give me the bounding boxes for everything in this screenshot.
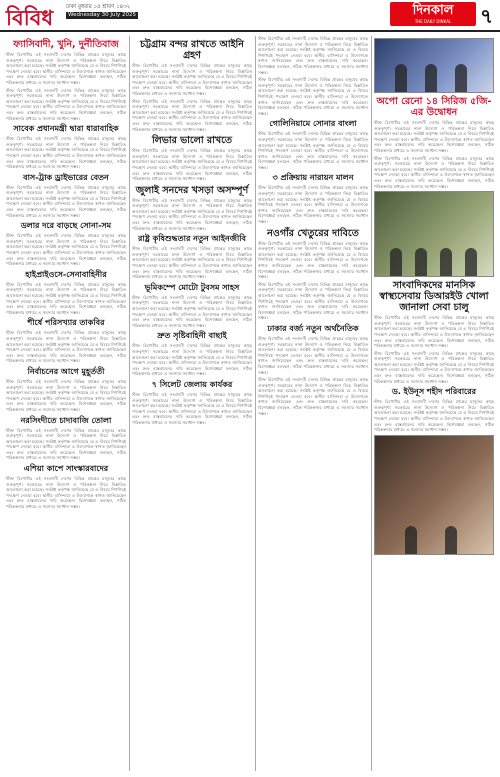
headline: গোলিনিয়ামে সোনার বাংলা [269,119,357,129]
date-english: Wednesday 30 July 2025 [68,12,136,18]
column-3 [258,36,368,771]
product-launch-photo [374,38,494,93]
page-number: ৭ [480,4,494,28]
article-body: স্টাফ রিপোর্টার এই সংবাদটি দেশের বিভিন্ন প্রান্তের মানুষের কাছে গুরুত্বপূর্ণ। সরকারের নানা উদ্যোগ ও পরিকল্পনা নিয়ে বিস্তারিত আলোচনা করা হয়েছে। সংশ্লিষ্ট কর্তৃপক্ষ জানিয়েছে যে এ বিষয়ে শিগগিরই পদক্ষেপ নেওয়া হবে। স্থানীয় বাসিন্দারা এ উদ্যোগকে স্বাগত জানিয়েছেন এবং দ্রুত বাস্তবায়নের দাবি করেছেন। বিশেষজ্ঞরা বলছেন, সঠিক পরিকল্পনার মাধ্যমে এ সমস্যার সমাধান সম্ভব। [374,315,494,349]
headline: সাবেক প্রধানমন্ত্রী দ্বারা ধারাবাহিক [13,124,119,134]
article-body: স্টাফ রিপোর্টার এই সংবাদটি দেশের বিভিন্ন প্রান্তের মানুষের কাছে গুরুত্বপূর্ণ। সরকারের নানা উদ্যোগ ও পরিকল্পনা নিয়ে বিস্তারিত আলোচনা করা হয়েছে। সংশ্লিষ্ট কর্তৃপক্ষ জানিয়েছে যে এ বিষয়ে শিগগিরই পদক্ষেপ নেওয়া হবে। স্থানীয় বাসিন্দারা এ উদ্যোগকে স্বাগত জানিয়েছেন এবং দ্রুত বাস্তবায়নের দাবি করেছেন। বিশেষজ্ঞরা বলছেন, সঠিক পরিকল্পনার মাধ্যমে এ সমস্যার সমাধান সম্ভব। [258,377,368,416]
column-rule [371,36,372,771]
article-body: স্টাফ রিপোর্টার এই সংবাদটি দেশের বিভিন্ন প্রান্তের মানুষের কাছে গুরুত্বপূর্ণ। সরকারের নানা উদ্যোগ ও পরিকল্পনা নিয়ে বিস্তারিত আলোচনা করা হয়েছে। সংশ্লিষ্ট কর্তৃপক্ষ জানিয়েছে যে এ বিষয়ে শিগগিরই পদক্ষেপ নেওয়া হবে। স্থানীয় বাসিন্দারা এ উদ্যোগকে স্বাগত জানিয়েছেন এবং দ্রুত বাস্তবায়নের দাবি করেছেন। বিশেষজ্ঞরা বলছেন, সঠিক পরিকল্পনার মাধ্যমে এ সমস্যার সমাধান সম্ভব। [258,185,368,225]
article-body: স্টাফ রিপোর্টার এই সংবাদটি দেশের বিভিন্ন প্রান্তের মানুষের কাছে গুরুত্বপূর্ণ। সরকারের নানা উদ্যোগ ও পরিকল্পনা নিয়ে বিস্তারিত আলোচনা করা হয়েছে। সংশ্লিষ্ট কর্তৃপক্ষ জানিয়েছে যে এ বিষয়ে শিগগিরই পদক্ষেপ নেওয়া হবে। স্থানীয় বাসিন্দারা এ উদ্যোগকে স্বাগত জানিয়েছেন এবং দ্রুত বাস্তবায়নের দাবি করেছেন। বিশেষজ্ঞরা বলছেন, সঠিক পরিকল্পনার মাধ্যমে এ সমস্যার সমাধান সম্ভব। [6,233,126,267]
date-bengali: ঢাকা বুধবার ১৫ শ্রাবণ ১৪৩২ [66,4,131,10]
person-figure [465,248,477,276]
headline: এশিয়া কাপে সাংস্কারবাদের [23,464,109,474]
logo-text: দিনকাল [412,3,454,18]
article-body: স্টাফ রিপোর্টার এই সংবাদটি দেশের বিভিন্ন প্রান্তের মানুষের কাছে গুরুত্বপূর্ণ। সরকারের নানা উদ্যোগ ও পরিকল্পনা নিয়ে বিস্তারিত আলোচনা করা হয়েছে। সংশ্লিষ্ট কর্তৃপক্ষ জানিয়েছে যে এ বিষয়ে শিগগিরই পদক্ষেপ নেওয়া হবে। স্থানীয় বাসিন্দারা এ উদ্যোগকে স্বাগত জানিয়েছেন এবং দ্রুত বাস্তবায়নের দাবি করেছেন। বিশেষজ্ঞরা বলছেন, সঠিক পরিকল্পনার মাধ্যমে এ সমস্যার সমাধান সম্ভব। [374,155,494,189]
headline: বাস-ট্রাক ড্রাইভারের বেতন [23,172,109,182]
article-body: স্টাফ রিপোর্টার এই সংবাদটি দেশের বিভিন্ন প্রান্তের মানুষের কাছে গুরুত্বপূর্ণ। সরকারের নানা উদ্যোগ ও পরিকল্পনা নিয়ে বিস্তারিত আলোচনা করা হয়েছে। সংশ্লিষ্ট কর্তৃপক্ষ জানিয়েছে যে এ বিষয়ে শিগগিরই পদক্ষেপ নেওয়া হবে। স্থানীয় বাসিন্দারা এ উদ্যোগকে স্বাগত জানিয়েছেন এবং দ্রুত বাস্তবায়নের দাবি করেছেন। বিশেষজ্ঞরা বলছেন, সঠিক পরিকল্পনার মাধ্যমে এ সমস্যার সমাধান সম্ভব। [132,148,252,182]
person-figure [390,248,402,276]
headline: ড. ইউনূস শহীদ পরিবারের [391,387,477,397]
article-body: স্টাফ রিপোর্টার এই সংবাদটি দেশের বিভিন্ন প্রান্তের মানুষের কাছে গুরুত্বপূর্ণ। সরকারের নানা উদ্যোগ ও পরিকল্পনা নিয়ে বিস্তারিত আলোচনা করা হয়েছে। সংশ্লিষ্ট কর্তৃপক্ষ জানিয়েছে যে এ বিষয়ে শিগগিরই পদক্ষেপ নেওয়া হবে। স্থানীয় বাসিন্দারা এ উদ্যোগকে স্বাগত জানিয়েছেন এবং দ্রুত বাস্তবায়নের দাবি করেছেন। বিশেষজ্ঞরা বলছেন, সঠিক পরিকল্পনার মাধ্যমে এ সমস্যার সমাধান সম্ভব। [258,77,368,116]
headline: ডলার দরে বাড়ছে সোনা-সম [20,221,112,231]
person-figure [440,248,452,276]
column-2 [132,36,252,771]
person-figure [425,64,437,92]
headline: নির্বাচনের আগে মুহূর্ততী [27,366,105,376]
headline: চট্টগ্রাম বন্দর রাখতে আইনি গ্রহণ [140,39,244,61]
article-body: স্টাফ রিপোর্টার এই সংবাদটি দেশের বিভিন্ন প্রান্তের মানুষের কাছে গুরুত্বপূর্ণ। সরকারের নানা উদ্যোগ ও পরিকল্পনা নিয়ে বিস্তারিত আলোচনা করা হয়েছে। সংশ্লিষ্ট কর্তৃপক্ষ জানিয়েছে যে এ বিষয়ে শিগগিরই পদক্ষেপ নেওয়া হবে। স্থানীয় বাসিন্দারা এ উদ্যোগকে স্বাগত জানিয়েছেন এবং দ্রুত বাস্তবায়নের দাবি করেছেন। বিশেষজ্ঞরা বলছেন, সঠিক পরিকল্পনার মাধ্যমে এ সমস্যার সমাধান সম্ভব। [6,476,126,510]
article-body: স্টাফ রিপোর্টার এই সংবাদটি দেশের বিভিন্ন প্রান্তের মানুষের কাছে গুরুত্বপূর্ণ। সরকারের নানা উদ্যোগ ও পরিকল্পনা নিয়ে বিস্তারিত আলোচনা করা হয়েছে। সংশ্লিষ্ট কর্তৃপক্ষ জানিয়েছে যে এ বিষয়ে শিগগিরই পদক্ষেপ নেওয়া হবে। স্থানীয় বাসিন্দারা এ উদ্যোগকে স্বাগত জানিয়েছেন এবং দ্রুত বাস্তবায়নের দাবি করেছেন। বিশেষজ্ঞরা বলছেন, সঠিক পরিকল্পনার মাধ্যমে এ সমস্যার সমাধান সম্ভব। [258,240,368,280]
article-body: স্টাফ রিপোর্টার এই সংবাদটি দেশের বিভিন্ন প্রান্তের মানুষের কাছে গুরুত্বপূর্ণ। সরকারের নানা উদ্যোগ ও পরিকল্পনা নিয়ে বিস্তারিত আলোচনা করা হয়েছে। সংশ্লিষ্ট কর্তৃপক্ষ জানিয়েছে যে এ বিষয়ে শিগগিরই পদক্ষেপ নেওয়া হবে। স্থানীয় বাসিন্দারা এ উদ্যোগকে স্বাগত জানিয়েছেন এবং দ্রুত বাস্তবায়নের দাবি করেছেন। বিশেষজ্ঞরা বলছেন, সঠিক পরিকল্পনার মাধ্যমে এ সমস্যার সমাধান সম্ভব। [132,197,252,231]
article-body: স্টাফ রিপোর্টার এই সংবাদটি দেশের বিভিন্ন প্রান্তের মানুষের কাছে গুরুত্বপূর্ণ। সরকারের নানা উদ্যোগ ও পরিকল্পনা নিয়ে বিস্তারিত আলোচনা করা হয়েছে। সংশ্লিষ্ট কর্তৃপক্ষ জানিয়েছে যে এ বিষয়ে শিগগিরই পদক্ষেপ নেওয়া হবে। স্থানীয় বাসিন্দারা এ উদ্যোগকে স্বাগত জানিয়েছেন এবং দ্রুত বাস্তবায়নের দাবি করেছেন। বিশেষজ্ঞরা বলছেন, সঠিক পরিকল্পনার মাধ্যমে এ সমস্যার সমাধান সম্ভব। [132,63,252,96]
headline: নওগাঁর খেতুরের দাবিতে [267,227,359,239]
article-body: স্টাফ রিপোর্টার এই সংবাদটি দেশের বিভিন্ন প্রান্তের মানুষের কাছে গুরুত্বপূর্ণ। সরকারের নানা উদ্যোগ ও পরিকল্পনা নিয়ে বিস্তারিত আলোচনা করা হয়েছে। সংশ্লিষ্ট কর্তৃপক্ষ জানিয়েছে যে এ বিষয়ে শিগগিরই পদক্ষেপ নেওয়া হবে। স্থানীয় বাসিন্দারা এ উদ্যোগকে স্বাগত জানিয়েছেন এবং দ্রুত বাস্তবায়নের দাবি করেছেন। বিশেষজ্ঞরা বলছেন, সঠিক পরিকল্পনার মাধ্যমে এ সমস্যার সমাধান সম্ভব। [258,36,368,75]
headline: জুলাই সনদের খসড়া অসম্পূর্ণ [135,184,249,196]
column-rule [255,36,256,771]
headline: রাষ্ট্র কৃষিশুদ্ধতার নতুন আইনজীবি [138,234,246,244]
section-title: বিবিধ [6,6,54,30]
person-figure [445,526,457,554]
headline: হাইপ্রাইওসে-সেনাবাহিনীর [25,269,107,279]
headline: ভূমিকম্পে মোটো টুবসম সাহস [144,282,240,292]
article-body: স্টাফ রিপোর্টার এই সংবাদটি দেশের বিভিন্ন প্রান্তের মানুষের কাছে গুরুত্বপূর্ণ। সরকারের নানা উদ্যোগ ও পরিকল্পনা নিয়ে বিস্তারিত আলোচনা করা হয়েছে। সংশ্লিষ্ট কর্তৃপক্ষ জানিয়েছে যে এ বিষয়ে শিগগিরই পদক্ষেপ নেওয়া হবে। স্থানীয় বাসিন্দারা এ উদ্যোগকে স্বাগত জানিয়েছেন এবং দ্রুত বাস্তবায়নের দাবি করেছেন। বিশেষজ্ঞরা বলছেন, সঠিক পরিকল্পনার মাধ্যমে এ সমস্যার সমাধান সম্ভব। [258,281,368,321]
article-body: স্টাফ রিপোর্টার এই সংবাদটি দেশের বিভিন্ন প্রান্তের মানুষের কাছে গুরুত্বপূর্ণ। সরকারের নানা উদ্যোগ ও পরিকল্পনা নিয়ে বিস্তারিত আলোচনা করা হয়েছে। সংশ্লিষ্ট কর্তৃপক্ষ জানিয়েছে যে এ বিষয়ে শিগগিরই পদক্ষেপ নেওয়া হবে। স্থানীয় বাসিন্দারা এ উদ্যোগকে স্বাগত জানিয়েছেন এবং দ্রুত বাস্তবায়নের দাবি করেছেন। বিশেষজ্ঞরা বলছেন, সঠিক পরিকল্পনার মাধ্যমে এ সমস্যার সমাধান সম্ভব। [6,136,126,170]
event-photo [374,191,494,277]
article-body: স্টাফ রিপোর্টার এই সংবাদটি দেশের বিভিন্ন প্রান্তের মানুষের কাছে গুরুত্বপূর্ণ। সরকারের নানা উদ্যোগ ও পরিকল্পনা নিয়ে বিস্তারিত আলোচনা করা হয়েছে। সংশ্লিষ্ট কর্তৃপক্ষ জানিয়েছে যে এ বিষয়ে শিগগিরই পদক্ষেপ নেওয়া হবে। স্থানীয় বাসিন্দারা এ উদ্যোগকে স্বাগত জানিয়েছেন এবং দ্রুত বাস্তবায়নের দাবি করেছেন। বিশেষজ্ঞরা বলছেন, সঠিক পরিকল্পনার মাধ্যমে এ সমস্যার সমাধান সম্ভব। [6,330,126,364]
article-body: স্টাফ রিপোর্টার এই সংবাদটি দেশের বিভিন্ন প্রান্তের মানুষের কাছে গুরুত্বপূর্ণ। সরকারের নানা উদ্যোগ ও পরিকল্পনা নিয়ে বিস্তারিত আলোচনা করা হয়েছে। সংশ্লিষ্ট কর্তৃপক্ষ জানিয়েছে যে এ বিষয়ে শিগগিরই পদক্ষেপ নেওয়া হবে। স্থানীয় বাসিন্দারা এ উদ্যোগকে স্বাগত জানিয়েছেন এবং দ্রুত বাস্তবায়নের দাবি করেছেন। বিশেষজ্ঞরা বলছেন, সঠিক পরিকল্পনার মাধ্যমে এ সমস্যার সমাধান সম্ভব। [374,350,494,384]
headline: ৭ সিলেট জেলায় কার্যকর [151,379,233,389]
column-4 [374,36,494,771]
person-figure [395,64,407,92]
headline: ৩ প্রক্রিয়ায় নারায়ন মালন [272,173,354,183]
article-body: স্টাফ রিপোর্টার এই সংবাদটি দেশের বিভিন্ন প্রান্তের মানুষের কাছে গুরুত্বপূর্ণ। সরকারের নানা উদ্যোগ ও পরিকল্পনা নিয়ে বিস্তারিত আলোচনা করা হয়েছে। সংশ্লিষ্ট কর্তৃপক্ষ জানিয়েছে যে এ বিষয়ে শিগগিরই পদক্ষেপ নেওয়া হবে। স্থানীয় বাসিন্দারা এ উদ্যোগকে স্বাগত জানিয়েছেন এবং দ্রুত বাস্তবায়নের দাবি করেছেন। বিশেষজ্ঞরা বলছেন, সঠিক পরিকল্পনার মাধ্যমে এ সমস্যার সমাধান সম্ভব। [132,246,252,280]
headline: লিভার ভালো রাখতে [151,135,233,147]
article-body: স্টাফ রিপোর্টার এই সংবাদটি দেশের বিভিন্ন প্রান্তের মানুষের কাছে গুরুত্বপূর্ণ। সরকারের নানা উদ্যোগ ও পরিকল্পনা নিয়ে বিস্তারিত আলোচনা করা হয়েছে। সংশ্লিষ্ট কর্তৃপক্ষ জানিয়েছে যে এ বিষয়ে শিগগিরই পদক্ষেপ নেওয়া হবে। স্থানীয় বাসিন্দারা এ উদ্যোগকে স্বাগত জানিয়েছেন এবং দ্রুত বাস্তবায়নের দাবি করেছেন। বিশেষজ্ঞরা বলছেন, সঠিক পরিকল্পনার মাধ্যমে এ সমস্যার সমাধান সম্ভব। [132,294,252,328]
column-rule [129,36,130,771]
article-body: স্টাফ রিপোর্টার এই সংবাদটি দেশের বিভিন্ন প্রান্তের মানুষের কাছে গুরুত্বপূর্ণ। সরকারের নানা উদ্যোগ ও পরিকল্পনা নিয়ে বিস্তারিত আলোচনা করা হয়েছে। সংশ্লিষ্ট কর্তৃপক্ষ জানিয়েছে যে এ বিষয়ে শিগগিরই পদক্ষেপ নেওয়া হবে। স্থানীয় বাসিন্দারা এ উদ্যোগকে স্বাগত জানিয়েছেন এবং দ্রুত বাস্তবায়নের দাবি করেছেন। বিশেষজ্ঞরা বলছেন, সঠিক পরিকল্পনার মাধ্যমে এ সমস্যার সমাধান সম্ভব। [6,52,126,85]
headline: শীর্ষে পরিসখ্যার তাকবির [27,318,105,328]
headline: ফ্যাসিবাদী, খুনি, দুর্নীতিবাজ [13,39,119,50]
newspaper-logo [390,2,476,26]
headline: অপো রেনো ১৪ সিরিজ ৫জি-এর উদ্বোধন [376,96,492,118]
article-body: স্টাফ রিপোর্টার এই সংবাদটি দেশের বিভিন্ন প্রান্তের মানুষের কাছে গুরুত্বপূর্ণ। সরকারের নানা উদ্যোগ ও পরিকল্পনা নিয়ে বিস্তারিত আলোচনা করা হয়েছে। সংশ্লিষ্ট কর্তৃপক্ষ জানিয়েছে যে এ বিষয়ে শিগগিরই পদক্ষেপ নেওয়া হবে। স্থানীয় বাসিন্দারা এ উদ্যোগকে স্বাগত জানিয়েছেন এবং দ্রুত বাস্তবায়নের দাবি করেছেন। বিশেষজ্ঞরা বলছেন, সঠিক পরিকল্পনার মাধ্যমে এ সমস্যার সমাধান সম্ভব। [6,378,126,412]
article-body: স্টাফ রিপোর্টার এই সংবাদটি দেশের বিভিন্ন প্রান্তের মানুষের কাছে গুরুত্বপূর্ণ। সরকারের নানা উদ্যোগ ও পরিকল্পনা নিয়ে বিস্তারিত আলোচনা করা হয়েছে। সংশ্লিষ্ট কর্তৃপক্ষ জানিয়েছে যে এ বিষয়ে শিগগিরই পদক্ষেপ নেওয়া হবে। স্থানীয় বাসিন্দারা এ উদ্যোগকে স্বাগত জানিয়েছেন এবং দ্রুত বাস্তবায়নের দাবি করেছেন। বিশেষজ্ঞরা বলছেন, সঠিক পরিকল্পনার মাধ্যমে এ সমস্যার সমাধান সম্ভব। [6,87,126,121]
article-body: স্টাফ রিপোর্টার এই সংবাদটি দেশের বিভিন্ন প্রান্তের মানুষের কাছে গুরুত্বপূর্ণ। সরকারের নানা উদ্যোগ ও পরিকল্পনা নিয়ে বিস্তারিত আলোচনা করা হয়েছে। সংশ্লিষ্ট কর্তৃপক্ষ জানিয়েছে যে এ বিষয়ে শিগগিরই পদক্ষেপ নেওয়া হবে। স্থানীয় বাসিন্দারা এ উদ্যোগকে স্বাগত জানিয়েছেন এবং দ্রুত বাস্তবায়নের দাবি করেছেন। বিশেষজ্ঞরা বলছেন, সঠিক পরিকল্পনার মাধ্যমে এ সমস্যার সমাধান সম্ভব। [132,98,252,132]
article-body: স্টাফ রিপোর্টার এই সংবাদটি দেশের বিভিন্ন প্রান্তের মানুষের কাছে গুরুত্বপূর্ণ। সরকারের নানা উদ্যোগ ও পরিকল্পনা নিয়ে বিস্তারিত আলোচনা করা হয়েছে। সংশ্লিষ্ট কর্তৃপক্ষ জানিয়েছে যে এ বিষয়ে শিগগিরই পদক্ষেপ নেওয়া হবে। স্থানীয় বাসিন্দারা এ উদ্যোগকে স্বাগত জানিয়েছেন এবং দ্রুত বাস্তবায়নের দাবি করেছেন। বিশেষজ্ঞরা বলছেন, সঠিক পরিকল্পনার মাধ্যমে এ সমস্যার সমাধান সম্ভব। [6,427,126,461]
dateline [66,4,138,19]
headline: সাংবাদিকদের মানসিক স্বাস্থ্যসেবায় ডিআরইউ খোলা জানালা সেবা চালু [379,280,489,314]
article-body: স্টাফ রিপোর্টার এই সংবাদটি দেশের বিভিন্ন প্রান্তের মানুষের কাছে গুরুত্বপূর্ণ। সরকারের নানা উদ্যোগ ও পরিকল্পনা নিয়ে বিস্তারিত আলোচনা করা হয়েছে। সংশ্লিষ্ট কর্তৃপক্ষ জানিয়েছে যে এ বিষয়ে শিগগিরই পদক্ষেপ নেওয়া হবে। স্থানীয় বাসিন্দারা এ উদ্যোগকে স্বাগত জানিয়েছেন এবং দ্রুত বাস্তবায়নের দাবি করেছেন। বিশেষজ্ঞরা বলছেন, সঠিক পরিকল্পনার মাধ্যমে এ সমস্যার সমাধান সম্ভব। [6,281,126,315]
person-figure [455,64,467,92]
article-body: স্টাফ রিপোর্টার এই সংবাদটি দেশের বিভিন্ন প্রান্তের মানুষের কাছে গুরুত্বপূর্ণ। সরকারের নানা উদ্যোগ ও পরিকল্পনা নিয়ে বিস্তারিত আলোচনা করা হয়েছে। সংশ্লিষ্ট কর্তৃপক্ষ জানিয়েছে যে এ বিষয়ে শিগগিরই পদক্ষেপ নেওয়া হবে। স্থানীয় বাসিন্দারা এ উদ্যোগকে স্বাগত জানিয়েছেন এবং দ্রুত বাস্তবায়নের দাবি করেছেন। বিশেষজ্ঞরা বলছেন, সঠিক পরিকল্পনার মাধ্যমে এ সমস্যার সমাধান সম্ভব। [132,343,252,377]
article-body: স্টাফ রিপোর্টার এই সংবাদটি দেশের বিভিন্ন প্রান্তের মানুষের কাছে গুরুত্বপূর্ণ। সরকারের নানা উদ্যোগ ও পরিকল্পনা নিয়ে বিস্তারিত আলোচনা করা হয়েছে। সংশ্লিষ্ট কর্তৃপক্ষ জানিয়েছে যে এ বিষয়ে শিগগিরই পদক্ষেপ নেওয়া হবে। স্থানীয় বাসিন্দারা এ উদ্যোগকে স্বাগত জানিয়েছেন এবং দ্রুত বাস্তবায়নের দাবি করেছেন। বিশেষজ্ঞরা বলছেন, সঠিক পরিকল্পনার মাধ্যমে এ সমস্যার সমাধান সম্ভব। [374,120,494,153]
meeting-photo [374,435,494,555]
headline: নরসিংদীতে চাদাবাজি তোলা [20,415,112,425]
person-figure [415,248,427,276]
person-figure [405,526,417,554]
headline: ঢাকার বর্জ্য নতুন অর্থনৈতিক [267,323,359,333]
article-body: স্টাফ রিপোর্টার এই সংবাদটি দেশের বিভিন্ন প্রান্তের মানুষের কাছে গুরুত্বপূর্ণ। সরকারের নানা উদ্যোগ ও পরিকল্পনা নিয়ে বিস্তারিত আলোচনা করা হয়েছে। সংশ্লিষ্ট কর্তৃপক্ষ জানিয়েছে যে এ বিষয়ে শিগগিরই পদক্ষেপ নেওয়া হবে। স্থানীয় বাসিন্দারা এ উদ্যোগকে স্বাগত জানিয়েছেন এবং দ্রুত বাস্তবায়নের দাবি করেছেন। বিশেষজ্ঞরা বলছেন, সঠিক পরিকল্পনার মাধ্যমে এ সমস্যার সমাধান সম্ভব। [6,184,126,218]
column-1 [6,36,126,771]
masthead [0,0,500,32]
article-body: স্টাফ রিপোর্টার এই সংবাদটি দেশের বিভিন্ন প্রান্তের মানুষের কাছে গুরুত্বপূর্ণ। সরকারের নানা উদ্যোগ ও পরিকল্পনা নিয়ে বিস্তারিত আলোচনা করা হয়েছে। সংশ্লিষ্ট কর্তৃপক্ষ জানিয়েছে যে এ বিষয়ে শিগগিরই পদক্ষেপ নেওয়া হবে। স্থানীয় বাসিন্দারা এ উদ্যোগকে স্বাগত জানিয়েছেন এবং দ্রুত বাস্তবায়নের দাবি করেছেন। বিশেষজ্ঞরা বলছেন, সঠিক পরিকল্পনার মাধ্যমে এ সমস্যার সমাধান সম্ভব। [132,391,252,425]
article-body: স্টাফ রিপোর্টার এই সংবাদটি দেশের বিভিন্ন প্রান্তের মানুষের কাছে গুরুত্বপূর্ণ। সরকারের নানা উদ্যোগ ও পরিকল্পনা নিয়ে বিস্তারিত আলোচনা করা হয়েছে। সংশ্লিষ্ট কর্তৃপক্ষ জানিয়েছে যে এ বিষয়ে শিগগিরই পদক্ষেপ নেওয়া হবে। স্থানীয় বাসিন্দারা এ উদ্যোগকে স্বাগত জানিয়েছেন এবং দ্রুত বাস্তবায়নের দাবি করেছেন। বিশেষজ্ঞরা বলছেন, সঠিক পরিকল্পনার মাধ্যমে এ সমস্যার সমাধান সম্ভব। [258,335,368,375]
article-body: স্টাফ রিপোর্টার এই সংবাদটি দেশের বিভিন্ন প্রান্তের মানুষের কাছে গুরুত্বপূর্ণ। সরকারের নানা উদ্যোগ ও পরিকল্পনা নিয়ে বিস্তারিত আলোচনা করা হয়েছে। সংশ্লিষ্ট কর্তৃপক্ষ জানিয়েছে যে এ বিষয়ে শিগগিরই পদক্ষেপ নেওয়া হবে। স্থানীয় বাসিন্দারা এ উদ্যোগকে স্বাগত জানিয়েছেন এবং দ্রুত বাস্তবায়নের দাবি করেছেন। বিশেষজ্ঞরা বলছেন, সঠিক পরিকল্পনার মাধ্যমে এ সমস্যার সমাধান সম্ভব। [374,399,494,433]
headline: দ্রুত সৃষ্টিবাহিনী বাছাই [157,331,227,341]
logo-subtitle: THE DAILY DINKAL [414,19,452,24]
article-body: স্টাফ রিপোর্টার এই সংবাদটি দেশের বিভিন্ন প্রান্তের মানুষের কাছে গুরুত্বপূর্ণ। সরকারের নানা উদ্যোগ ও পরিকল্পনা নিয়ে বিস্তারিত আলোচনা করা হয়েছে। সংশ্লিষ্ট কর্তৃপক্ষ জানিয়েছে যে এ বিষয়ে শিগগিরই পদক্ষেপ নেওয়া হবে। স্থানীয় বাসিন্দারা এ উদ্যোগকে স্বাগত জানিয়েছেন এবং দ্রুত বাস্তবায়নের দাবি করেছেন। বিশেষজ্ঞরা বলছেন, সঠিক পরিকল্পনার মাধ্যমে এ সমস্যার সমাধান সম্ভব। [258,131,368,170]
